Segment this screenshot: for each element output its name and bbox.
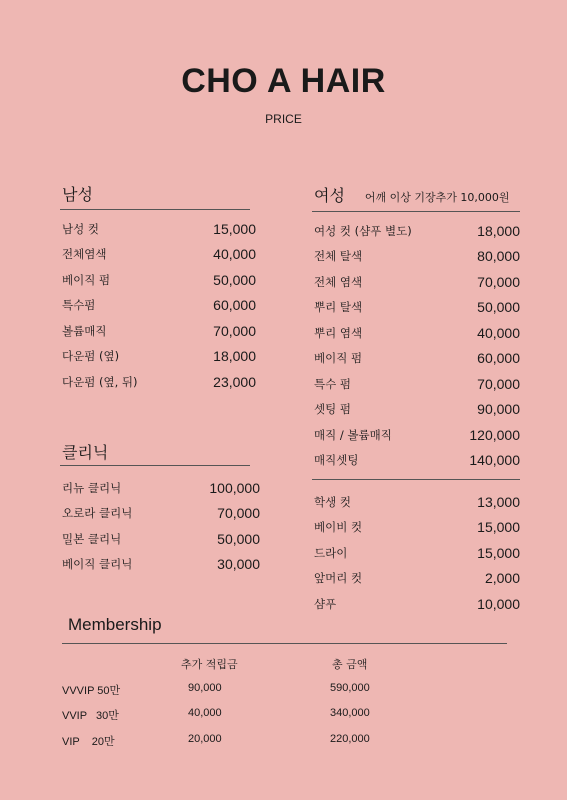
price-item xyxy=(314,397,520,423)
clinic-price-list xyxy=(62,475,260,577)
men-section-title: 남성 xyxy=(62,185,93,204)
item-name: 여성 컷 (샴푸 별도) xyxy=(314,223,412,238)
item-price: 90,000 xyxy=(477,401,520,418)
membership-tier: VIP 20만 xyxy=(62,736,115,748)
item-price: 60,000 xyxy=(477,350,520,367)
price-item xyxy=(62,552,260,578)
women-length-note: 어깨 이상 기장추가 10,000원 xyxy=(364,191,510,204)
clinic-section-title: 클리닉 xyxy=(62,443,109,462)
item-price: 18,000 xyxy=(477,222,520,239)
item-price: 70,000 xyxy=(477,375,520,392)
women-price-list xyxy=(314,218,520,473)
price-item xyxy=(62,475,260,501)
item-name: 드라이 xyxy=(314,545,348,560)
item-name: 리뉴 클리닉 xyxy=(62,480,122,495)
price-item xyxy=(314,422,520,448)
price-item xyxy=(62,526,260,552)
price-item xyxy=(314,346,520,372)
membership-tier: VVVIP 50만 xyxy=(62,685,121,697)
membership-bonus: 90,000 xyxy=(188,682,222,694)
item-name: 셋팅 펌 xyxy=(314,402,351,417)
item-price: 40,000 xyxy=(213,246,256,263)
price-item xyxy=(314,218,520,244)
item-price: 10,000 xyxy=(477,595,520,612)
item-price: 18,000 xyxy=(213,348,256,365)
item-price: 140,000 xyxy=(469,452,520,469)
price-item xyxy=(314,448,520,474)
item-name: 뿌리 염색 xyxy=(314,325,363,340)
item-price: 13,000 xyxy=(477,493,520,510)
item-name: 매직 / 볼륨매직 xyxy=(314,427,392,442)
women-extra-price-list xyxy=(314,489,520,617)
item-name: 다운펌 (옆, 뒤) xyxy=(62,374,138,389)
membership-total: 590,000 xyxy=(330,682,370,694)
price-item xyxy=(314,515,520,541)
women-title-text: 여성 xyxy=(314,186,345,205)
price-item xyxy=(62,369,256,395)
item-price: 40,000 xyxy=(477,324,520,341)
price-item xyxy=(62,267,256,293)
item-name: 전체 염색 xyxy=(314,274,363,289)
item-name: 뿌리 탈색 xyxy=(314,300,363,315)
item-name: 샴푸 xyxy=(314,596,337,611)
price-item xyxy=(314,269,520,295)
price-item xyxy=(62,501,260,527)
item-name: 베이직 클리닉 xyxy=(62,557,133,572)
item-price: 30,000 xyxy=(217,556,260,573)
price-item xyxy=(314,566,520,592)
item-name: 특수펌 xyxy=(62,298,96,313)
price-item xyxy=(314,371,520,397)
price-item xyxy=(62,242,256,268)
men-divider xyxy=(60,209,250,210)
price-item xyxy=(314,591,520,617)
membership-bonus-header: 추가 적립금 xyxy=(181,658,238,671)
item-price: 70,000 xyxy=(477,273,520,290)
item-price: 50,000 xyxy=(217,530,260,547)
price-item xyxy=(314,489,520,515)
membership-bonus: 40,000 xyxy=(188,707,222,719)
item-price: 60,000 xyxy=(213,297,256,314)
membership-title: Membership xyxy=(68,615,162,634)
membership-bonus: 20,000 xyxy=(188,733,222,745)
men-price-list xyxy=(62,216,256,395)
item-name: 베이직 펌 xyxy=(62,272,111,287)
item-price: 70,000 xyxy=(217,505,260,522)
price-item xyxy=(314,295,520,321)
clinic-divider xyxy=(60,465,250,466)
item-name: 오로라 클리닉 xyxy=(62,506,133,521)
price-item xyxy=(62,318,256,344)
item-name: 전체 탈색 xyxy=(314,249,363,264)
women-extra-divider xyxy=(312,479,520,480)
item-price: 70,000 xyxy=(213,322,256,339)
item-price: 100,000 xyxy=(209,479,260,496)
item-name: 특수 펌 xyxy=(314,376,351,391)
membership-total: 220,000 xyxy=(330,733,370,745)
item-name: 베이비 컷 xyxy=(314,520,363,535)
price-item xyxy=(314,244,520,270)
item-name: 밀본 클리닉 xyxy=(62,531,122,546)
item-name: 남성 컷 xyxy=(62,221,99,236)
membership-total-header: 총 금액 xyxy=(332,658,368,671)
membership-tier: VVIP 30만 xyxy=(62,710,119,722)
price-item xyxy=(62,216,256,242)
item-name: 베이직 펌 xyxy=(314,351,363,366)
price-item xyxy=(62,293,256,319)
membership-total: 340,000 xyxy=(330,707,370,719)
price-item xyxy=(314,320,520,346)
item-price: 23,000 xyxy=(213,373,256,390)
item-name: 학생 컷 xyxy=(314,494,351,509)
item-name: 앞머리 컷 xyxy=(314,571,363,586)
women-divider xyxy=(312,211,520,212)
item-price: 50,000 xyxy=(477,299,520,316)
item-price: 15,000 xyxy=(213,220,256,237)
price-item xyxy=(314,540,520,566)
item-price: 15,000 xyxy=(477,544,520,561)
page-subtitle: PRICE xyxy=(265,112,302,126)
membership-divider xyxy=(62,643,507,644)
women-section-title xyxy=(314,183,510,206)
item-name: 매직셋팅 xyxy=(314,453,359,468)
item-price: 80,000 xyxy=(477,248,520,265)
page-title: CHO A HAIR xyxy=(181,62,386,100)
item-price: 2,000 xyxy=(484,570,520,587)
item-name: 볼륨매직 xyxy=(62,323,107,338)
price-item xyxy=(62,344,256,370)
item-price: 15,000 xyxy=(477,519,520,536)
item-name: 전체염색 xyxy=(62,247,107,262)
item-price: 120,000 xyxy=(469,426,520,443)
item-name: 다운펌 (옆) xyxy=(62,349,120,364)
item-price: 50,000 xyxy=(213,271,256,288)
